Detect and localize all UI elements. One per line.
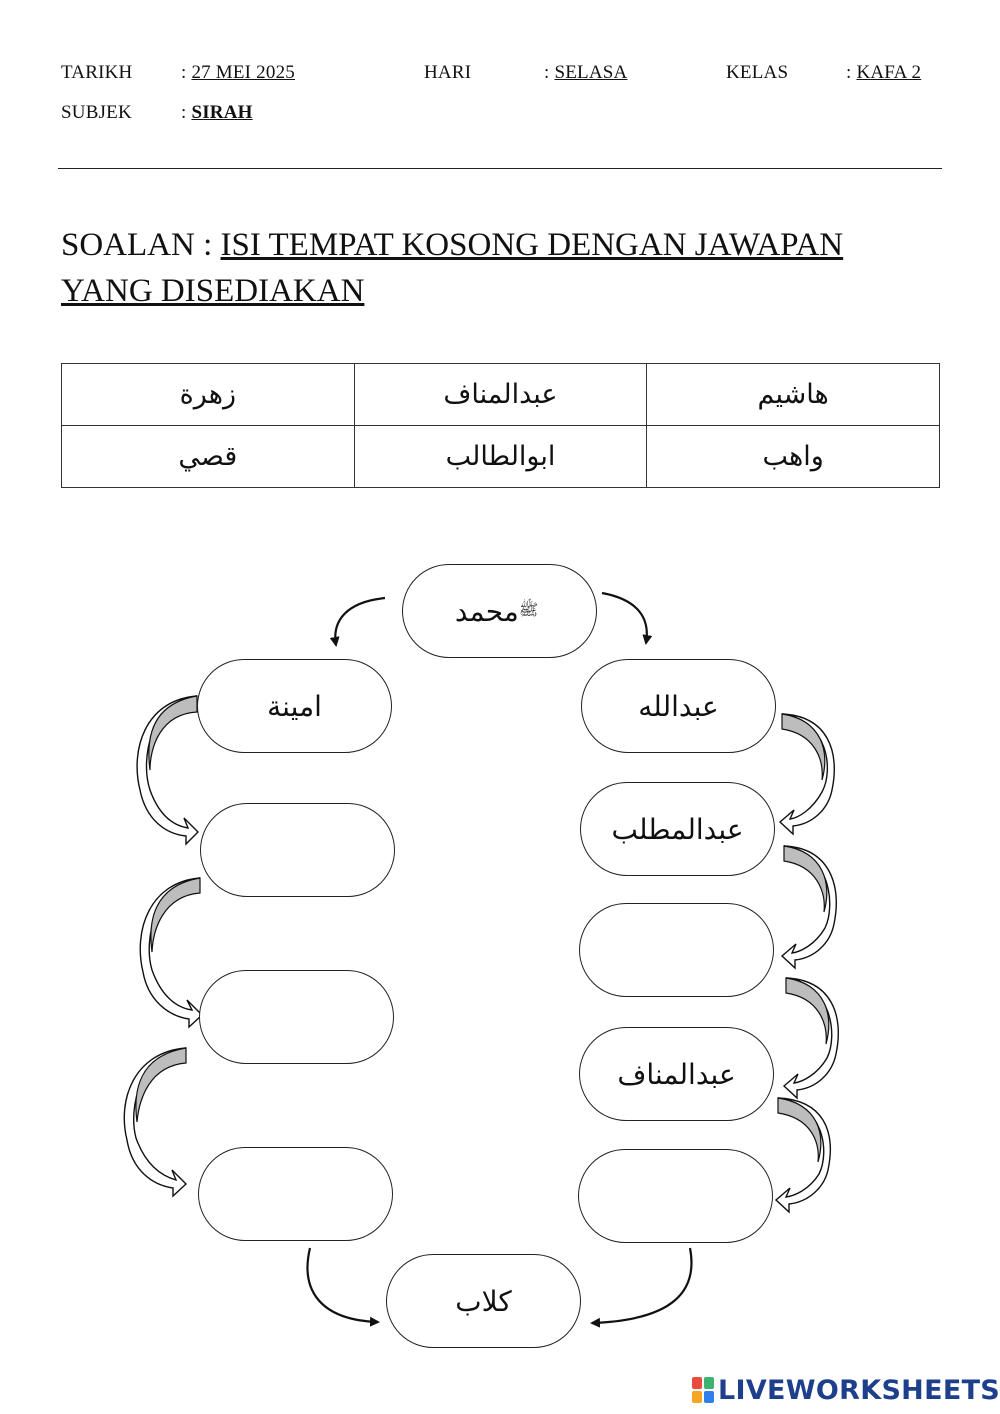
node-abdulmanaf: عبدالمناف <box>579 1027 774 1121</box>
answer-abutalib[interactable]: ابوالطالب <box>354 426 647 488</box>
question-prefix: SOALAN : <box>61 227 221 263</box>
subjek-label: SUBJEK <box>61 102 132 123</box>
node-kilab: كلاب <box>386 1254 581 1348</box>
kelas-separator: : <box>846 62 852 83</box>
answer-qusay[interactable]: قصي <box>62 426 355 488</box>
hari-separator: : <box>544 62 550 83</box>
hari-label: HARI <box>424 62 472 83</box>
blank-right-1[interactable] <box>579 903 774 997</box>
node-abdullah: عبدالله <box>581 659 776 753</box>
kelas-value: KAFA 2 <box>856 62 922 83</box>
honorific-icon: ﷺ <box>518 599 539 619</box>
node-aminah: امينة <box>197 659 392 753</box>
answer-hashim[interactable]: هاشيم <box>647 364 940 426</box>
subjek-value: SIRAH <box>191 102 253 123</box>
arrow-left-3 <box>124 1048 186 1196</box>
subjek-separator: : <box>181 102 187 123</box>
blank-left-3[interactable] <box>198 1147 393 1241</box>
answer-wahab[interactable]: واهب <box>647 426 940 488</box>
arrow-bottom-left <box>308 1248 378 1322</box>
kelas-label: KELAS <box>726 62 789 83</box>
arrow-right-4 <box>776 1098 830 1212</box>
arrow-right-3 <box>784 978 838 1098</box>
node-muhammad-text: محمد <box>454 594 519 628</box>
question-instruction: ISI TEMPAT KOSONG DENGAN JAWAPAN YANG DISEDIAKAN <box>61 227 844 309</box>
arrow-right-2 <box>782 846 836 968</box>
answer-abdulmanaf[interactable]: عبدالمناف <box>354 364 647 426</box>
liveworksheets-logo-icon <box>692 1377 714 1403</box>
node-abdulmuttalib: عبدالمطلب <box>580 782 775 876</box>
tarikh-label: TARIKH <box>61 62 133 83</box>
arrow-left-1 <box>137 696 198 844</box>
arrow-top-left <box>335 598 385 645</box>
tarikh-value: 27 MEI 2025 <box>191 62 295 83</box>
arrow-top-right <box>602 593 647 643</box>
arrow-left-2 <box>140 878 202 1027</box>
arrow-right-1 <box>780 714 834 834</box>
blank-left-2[interactable] <box>199 970 394 1064</box>
brand-name: LIVEWORKSHEETS <box>718 1374 1000 1406</box>
hari-value: SELASA <box>554 62 628 83</box>
arrow-bottom-right <box>592 1248 691 1323</box>
answer-zuhrah[interactable]: زهرة <box>62 364 355 426</box>
blank-right-2[interactable] <box>578 1149 773 1243</box>
node-muhammad <box>402 564 597 658</box>
liveworksheets-brand <box>692 1372 1000 1408</box>
tarikh-separator: : <box>181 62 187 83</box>
blank-left-1[interactable] <box>200 803 395 897</box>
